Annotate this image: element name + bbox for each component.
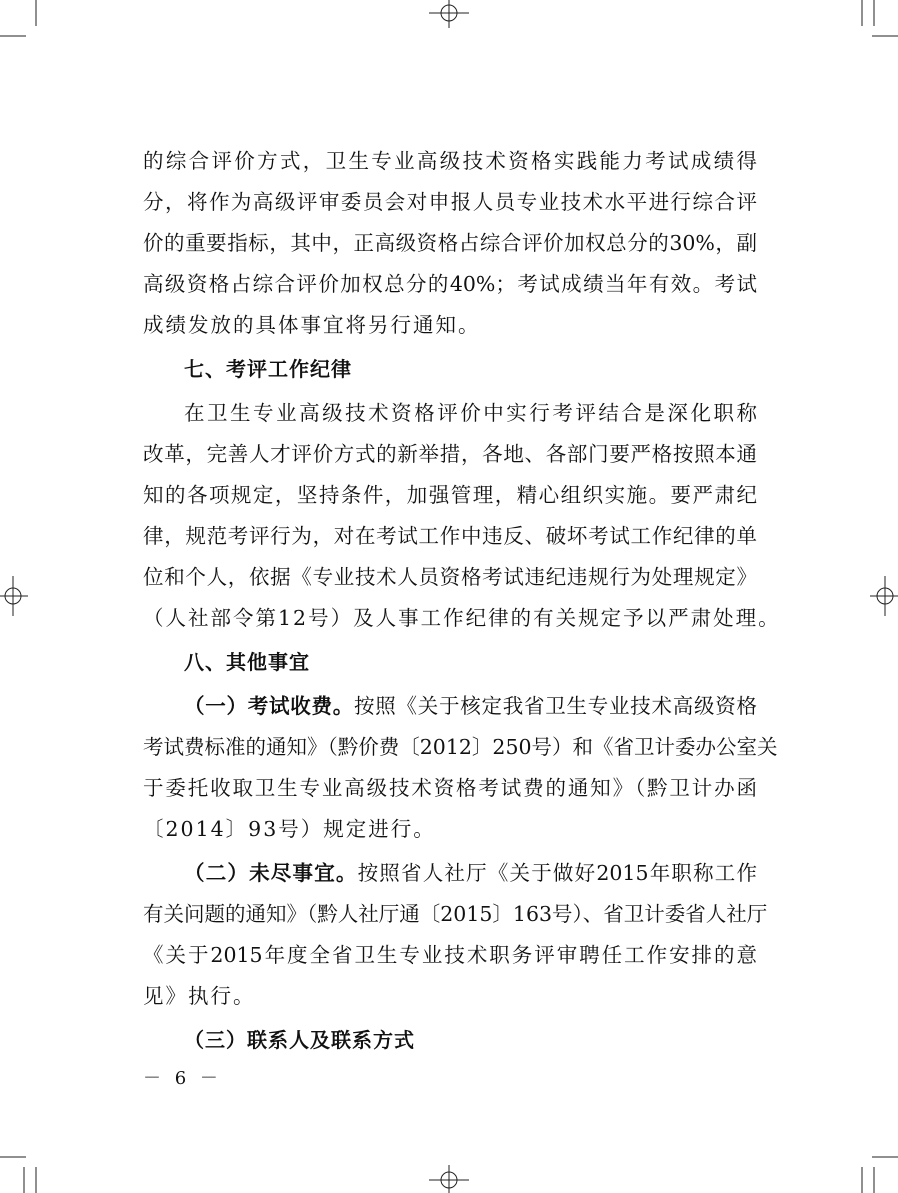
text-line: 见》执行。 (143, 984, 256, 1008)
section-heading-other-matters: 八、其他事宜 (184, 650, 310, 674)
item-lead-unfinished-matters: （二）未尽事宜。 (184, 861, 358, 885)
text-line: 高级资格占综合评价加权总分的40%；考试成绩当年有效。考试 (143, 272, 757, 296)
paragraph-unfinished-matters (143, 853, 768, 1017)
text-line: （人社部令第12号）及人事工作纪律的有关规定予以严肃处理。 (143, 606, 781, 630)
text-line: 的综合评价方式，卫生专业高级技术资格实践能力考试成绩得 (143, 149, 757, 173)
text-line: 〔2014〕93号）规定进行。 (143, 817, 436, 841)
text-line: 分，将作为高级评审委员会对申报人员专业技术水平进行综合评 (143, 190, 757, 214)
item-lead-exam-fees: （一）考试收费。 (184, 694, 354, 718)
page-number: － 6 － (143, 1068, 222, 1089)
text-line: 有关问题的通知》（黔人社厅通〔2015〕163号）、省卫计委省人社厅 (143, 902, 768, 926)
text-line: 《关于2015年度全省卫生专业技术职务评审聘任工作安排的意 (143, 943, 757, 967)
text-line: 知的各项规定，坚持条件，加强管理，精心组织实施。要严肃纪 (143, 483, 757, 507)
item-text: 按照省人社厅《关于做好2015年职称工作 (357, 861, 757, 885)
paragraph-evaluation (143, 141, 757, 346)
text-line: 律，规范考评行为，对在考试工作中违反、破坏考试工作纪律的单 (143, 524, 757, 548)
item-heading-contacts: （三）联系人及联系方式 (184, 1028, 415, 1052)
item-text: 按照《关于核定我省卫生专业技术高级资格 (354, 694, 757, 718)
document-body (143, 141, 781, 1061)
text-line: 成绩发放的具体事宜将另行通知。 (143, 313, 481, 337)
text-line: 于委托收取卫生专业高级技术资格考试费的通知》（黔卫计办函 (143, 776, 757, 800)
paragraph-discipline (143, 393, 781, 639)
text-line (143, 853, 757, 894)
text-line: 价的重要指标，其中，正高级资格占综合评价加权总分的30%，副 (143, 231, 757, 255)
text-line: 位和个人，依据《专业技术人员资格考试违纪违规行为处理规定》 (143, 565, 757, 589)
section-heading-discipline: 七、考评工作纪律 (184, 357, 352, 381)
paragraph-exam-fees (143, 686, 778, 850)
text-line: 改革，完善人才评价方式的新举措，各地、各部门要严格按照本通 (143, 442, 757, 466)
text-line (143, 686, 757, 727)
text-line: 考试费标准的通知》（黔价费〔2012〕250号）和《省卫计委办公室关 (143, 735, 778, 759)
text-line: 在卫生专业高级技术资格评价中实行考评结合是深化职称 (184, 401, 757, 425)
